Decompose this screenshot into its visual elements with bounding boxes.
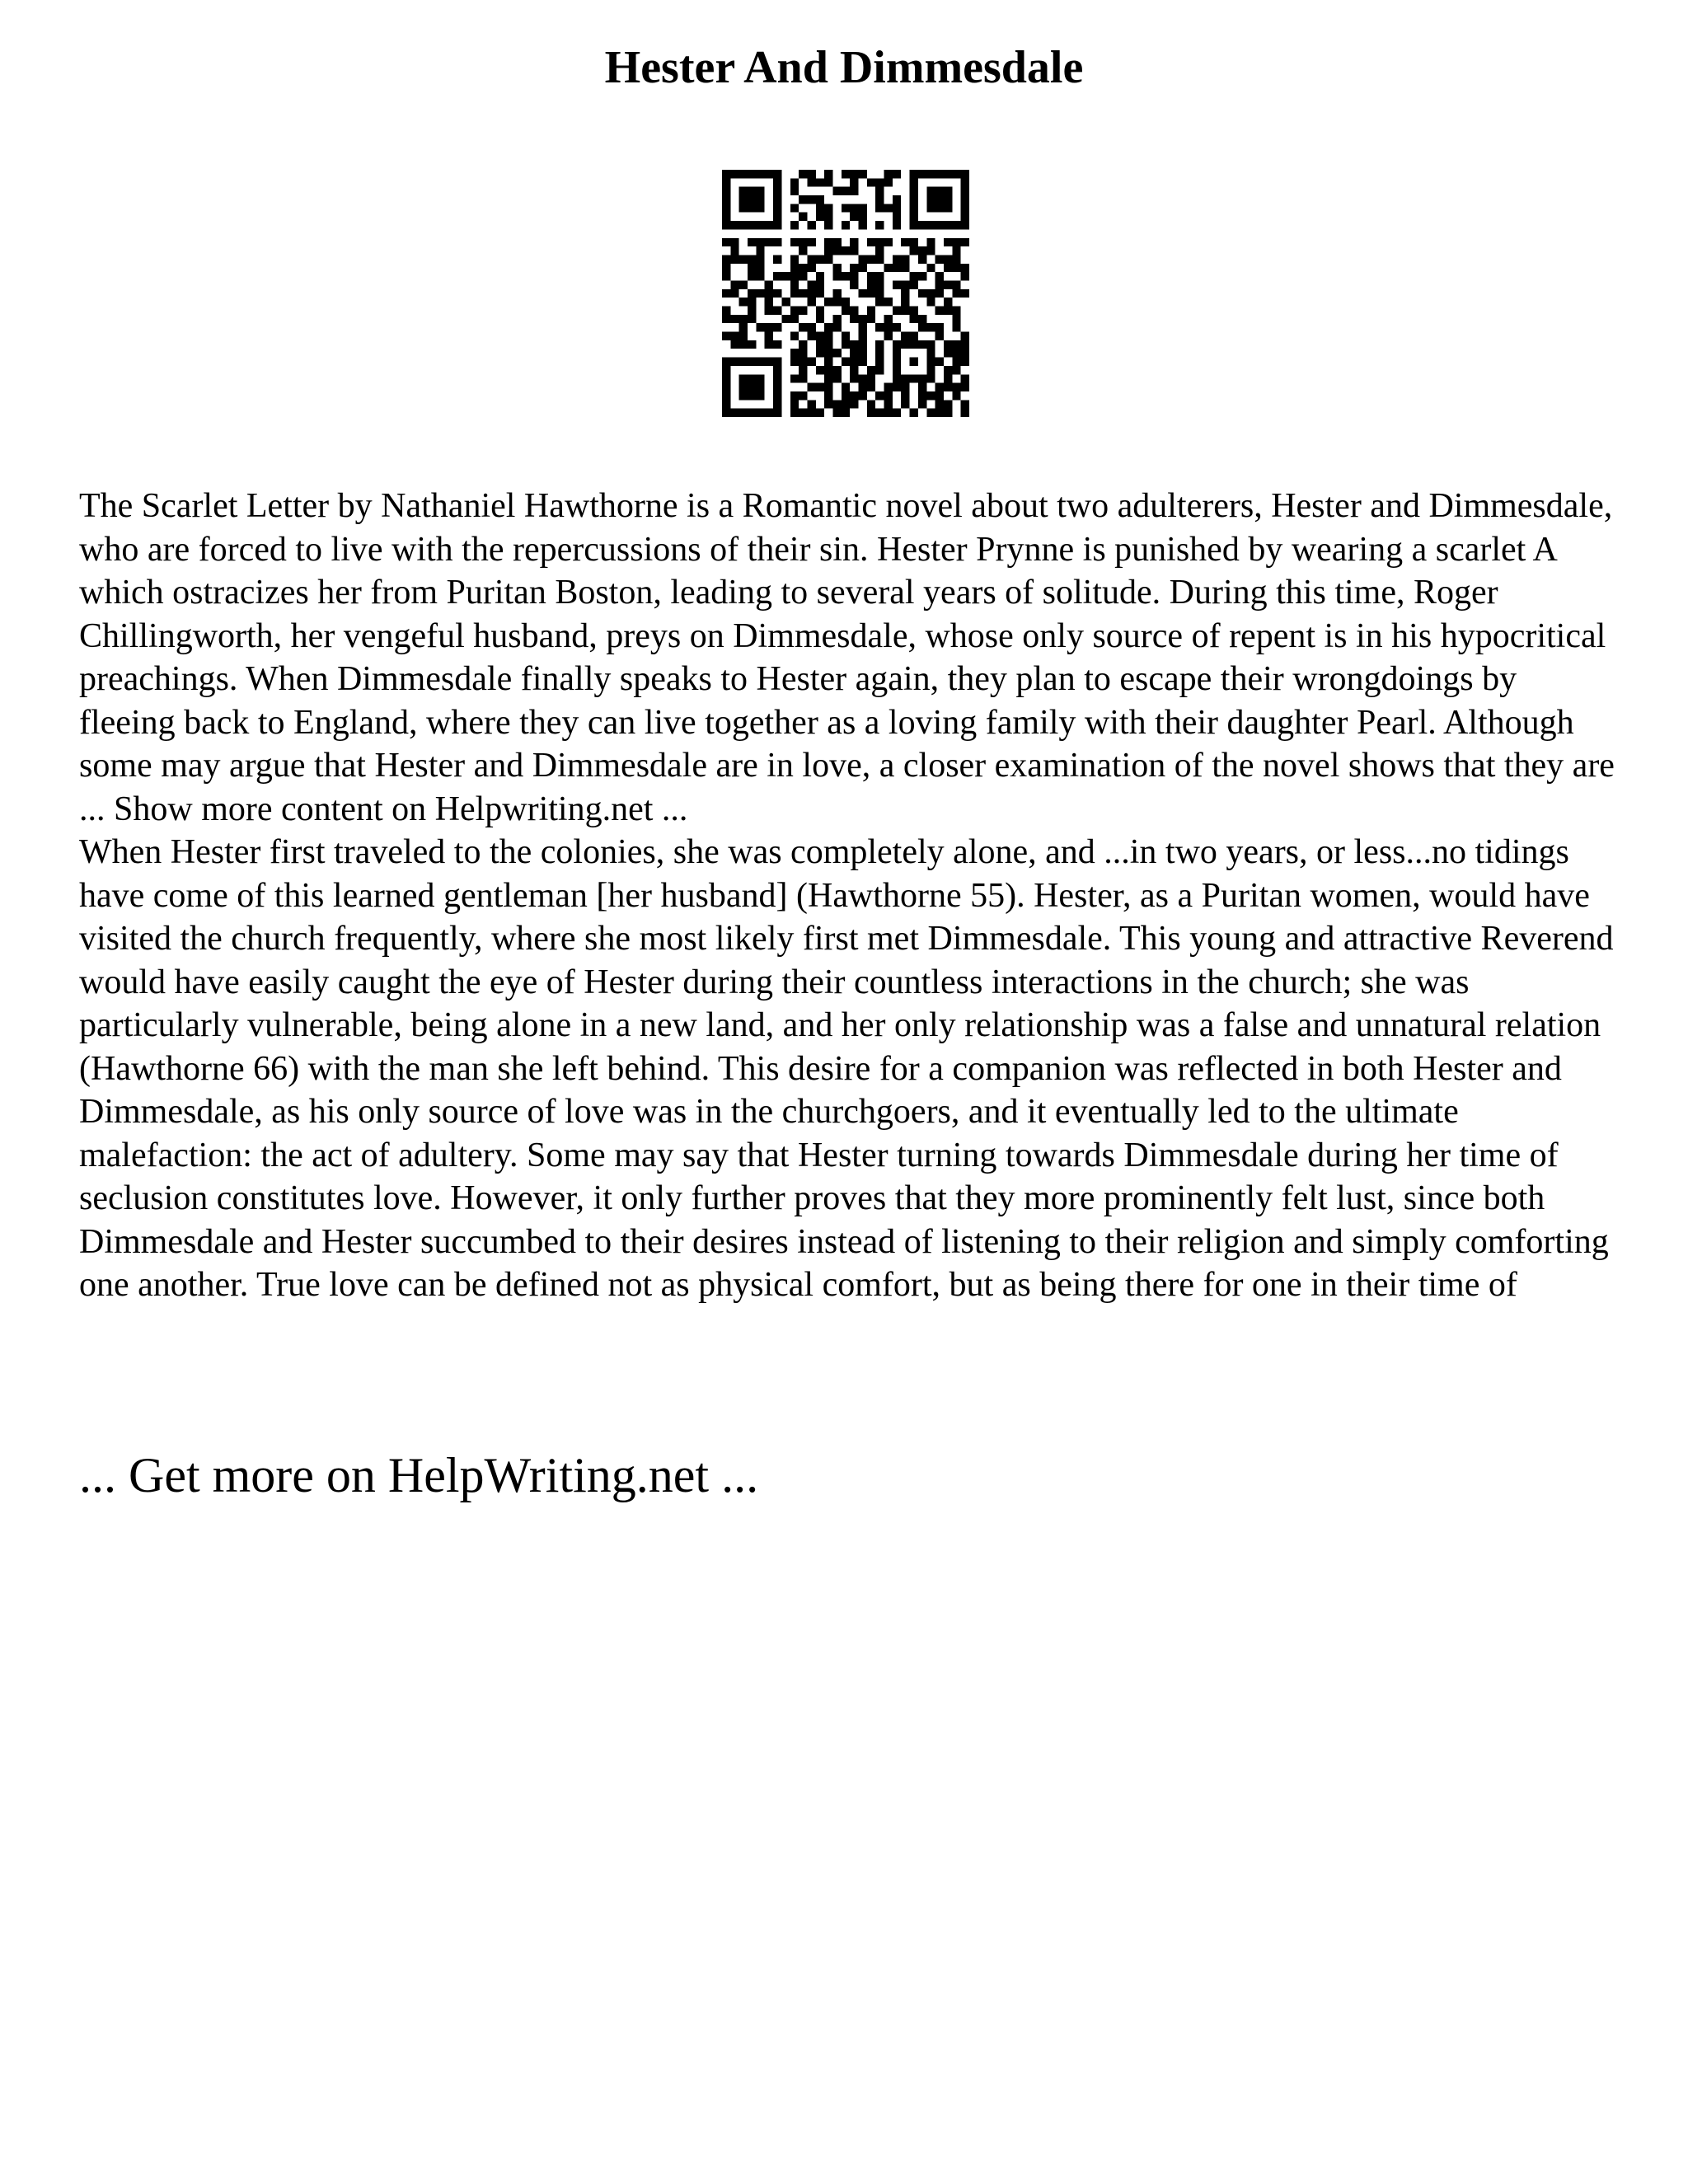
- paragraph-2: When Hester first traveled to the colonies, she was completely alone, and ...in two years, or less...no tidings have come of this learned gentleman [her husband] (Hawthorne 55). Hester, as a Puritan women, would have visited the church frequently, where she most likely first met Dimmesdale. This young and attractive Reverend would have easily caught the eye of Hester during their countless interactions in the church; she was particularly vulnerable, being alone in a new land, and her only relationship was a false and unnatural relation (Hawthorne 66) with the man she left behind. This desire for a companion was reflected in both Hester and Dimmesdale, as his only source of love was in the churchgoers, and it eventually led to the ultimate malefaction: the act of adultery. Some may say that Hester turning towards Dimmesdale during her time of seclusion constitutes love. However, it only further proves that they more prominently felt lust, since both Dimmesdale and Hester succumbed to their desires instead of listening to their religion and simply comforting one another. True love can be defined not as physical comfort, but as being there for one in their time of: [79, 833, 1614, 1304]
- article-body: [79, 485, 1620, 1307]
- page-title: Hester And Dimmesdale: [604, 42, 1084, 93]
- get-more-link[interactable]: ... Get more on HelpWriting.net ...: [79, 1448, 759, 1502]
- paragraph-1: The Scarlet Letter by Nathaniel Hawthorne is a Romantic novel about two adulterers, Hester and Dimmesdale, who are forced to live with the repercussions of their sin. Hester Prynne is punished by wearing a scarlet A which ostracizes her from Puritan Boston, leading to several years of solitude. During this time, Roger Chillingworth, her vengeful husband, preys on Dimmesdale, whose only source of repent is in his hypocritical preachings. When Dimmesdale finally speaks to Hester again, they plan to escape their wrongdoings by fleeing back to England, where they can live together as a loving family with their daughter Pearl. Although some may argue that Hester and Dimmesdale are in love, a closer examination of the novel shows that they are ... Show more content on Helpwriting.net ...: [79, 487, 1615, 828]
- qr-code-icon: [722, 170, 969, 417]
- qr-code-graphic: [722, 170, 969, 417]
